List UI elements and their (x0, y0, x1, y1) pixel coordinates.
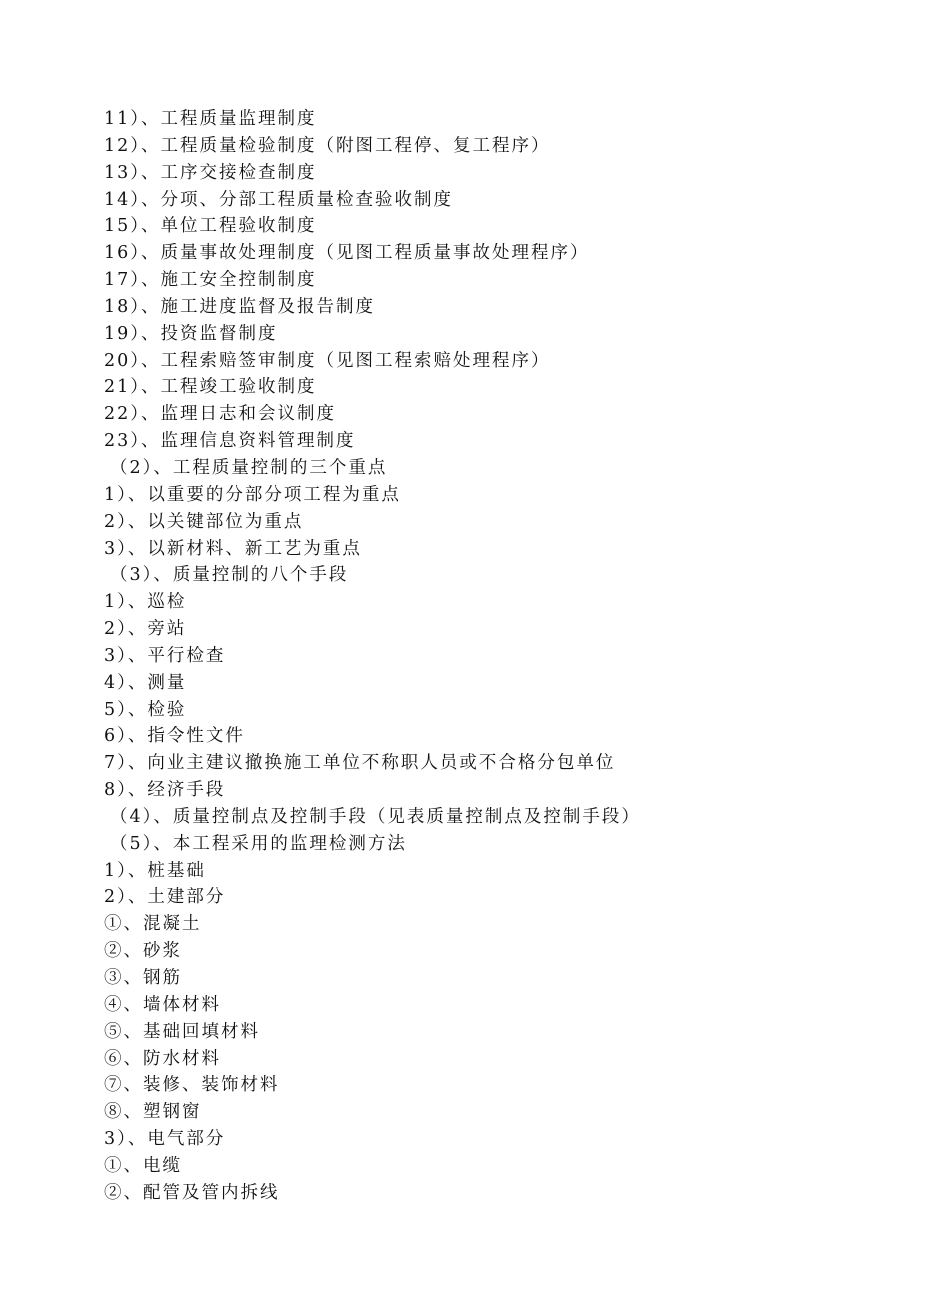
text-line: 18）、施工进度监督及报告制度 (104, 296, 376, 317)
text-line: 2）、以关键部位为重点 (104, 511, 304, 532)
text-line: ⑤、基础回填材料 (104, 1021, 260, 1042)
text-line: 3）、平行检查 (104, 645, 226, 666)
text-line: ②、砂浆 (104, 941, 182, 962)
section-heading: （5）、本工程采用的监理检测方法 (110, 833, 407, 854)
text-line: 4）、测量 (104, 672, 187, 693)
text-line: 17）、施工安全控制制度 (104, 270, 317, 291)
text-line: ⑦、装修、装饰材料 (104, 1075, 280, 1096)
text-line: 6）、指令性文件 (104, 726, 245, 747)
text-line: 12）、工程质量检验制度（附图工程停、复工程序） (104, 135, 551, 156)
text-line: 14）、分项、分部工程质量检查验收制度 (104, 189, 454, 210)
text-line: 3）、电气部分 (104, 1129, 226, 1150)
text-line: 19）、投资监督制度 (104, 323, 278, 344)
text-line: 7）、向业主建议撤换施工单位不称职人员或不合格分包单位 (104, 753, 616, 774)
text-line: 11）、工程质量监理制度 (104, 109, 317, 129)
text-line: 15）、单位工程验收制度 (104, 216, 317, 237)
text-line: ②、配管及管内拆线 (104, 1182, 280, 1203)
text-line: 8）、经济手段 (104, 780, 226, 801)
text-line: 1）、桩基础 (104, 860, 206, 881)
text-line: 2）、土建部分 (104, 887, 226, 908)
section-heading: （2）、工程质量控制的三个重点 (110, 457, 388, 478)
document-body (104, 106, 904, 1207)
section-heading: （4）、质量控制点及控制手段（见表质量控制点及控制手段） (110, 806, 641, 827)
text-line: 22）、监理日志和会议制度 (104, 404, 337, 425)
text-line: 2）、旁站 (104, 619, 187, 640)
text-line: 13）、工序交接检查制度 (104, 162, 317, 183)
text-line: 5）、检验 (104, 699, 187, 720)
text-line: ⑥、防水材料 (104, 1048, 221, 1069)
text-line: ①、电缆 (104, 1155, 182, 1176)
text-line: ⑧、塑钢窗 (104, 1102, 202, 1123)
text-line: ③、钢筋 (104, 968, 182, 988)
section-heading: （3）、质量控制的八个手段 (110, 565, 349, 586)
text-line: 1）、巡检 (104, 592, 187, 613)
text-line: 3）、以新材料、新工艺为重点 (104, 538, 362, 559)
text-line: 16）、质量事故处理制度（见图工程质量事故处理程序） (104, 243, 590, 264)
text-line: 21）、工程竣工验收制度 (104, 377, 317, 398)
text-line: 20）、工程索赔签审制度（见图工程索赔处理程序） (104, 350, 551, 371)
text-line: ④、墙体材料 (104, 994, 221, 1015)
text-line: 23）、监理信息资料管理制度 (104, 431, 356, 452)
text-line: 1）、以重要的分部分项工程为重点 (104, 484, 401, 505)
text-line: ①、混凝土 (104, 914, 202, 935)
